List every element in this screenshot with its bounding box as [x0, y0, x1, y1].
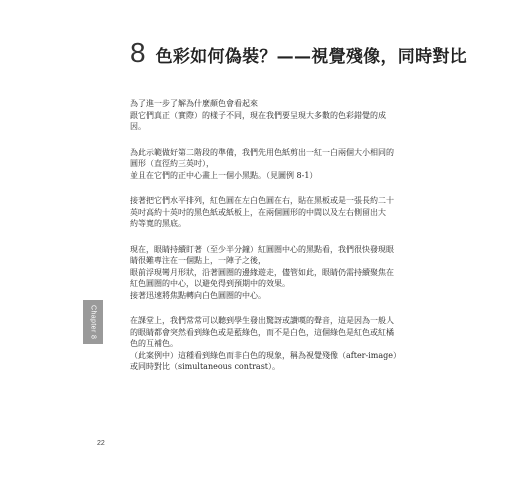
page-number: 22: [97, 440, 105, 447]
text-line: 為了進一步了解為什麼顏色會看起來: [130, 99, 258, 108]
text-line: 並且在它們的正中心畫上一個小黑點。（見圖例 8-1）: [130, 170, 318, 180]
text-line: 接著把它們水平排列，紅色圓在左白色圓在右，貼在黑板或是一張長約二十: [130, 196, 394, 205]
chapter-heading: [130, 36, 490, 70]
chapter-number: 8: [130, 37, 146, 68]
text-line: 為此示範做好第二階段的準備，我們先用色紙剪出一紅一白兩個大小相同的: [130, 147, 394, 157]
paragraph: [130, 98, 402, 133]
text-line: 因。: [130, 122, 146, 131]
text-line: 英吋高約十英吋的黑色紙或紙板上，在兩個圓形的中間以及左右側留出大: [130, 207, 386, 217]
chapter-title: 色彩如何偽裝？——視覺殘像，同時對比: [155, 47, 467, 67]
paragraph: [130, 244, 402, 302]
text-line: 現在，眼睛持續盯著（至少半分鐘）紅圓圈中心的黑點看，我們很快發現眼: [130, 244, 394, 254]
text-line: 睛很難專注在一個點上，一陣子之後，: [130, 256, 266, 265]
text-line: 跟它們真正（實際）的樣子不同，現在我們要呈現大多數的色彩錯覺的成: [130, 110, 386, 120]
text-line: （此案例中）這種看到綠色而非白色的現象，稱為視覺殘像（after-image）: [130, 350, 401, 360]
text-line: 約等寬的黑底。: [130, 219, 186, 228]
body-text: [130, 98, 402, 387]
text-line: 圓形（直徑約三英吋），: [130, 159, 214, 168]
text-line: 紅色圓圈的中心，以避免得到預期中的效果。: [130, 279, 290, 288]
text-line: 在課堂上，我們常常可以聽到學生發出驚訝或讚嘆的聲音，這是因為一般人: [130, 316, 394, 325]
text-line: 或同時對比（simultaneous contrast）。: [130, 362, 281, 371]
text-line: 接著迅速將焦點轉向白色圓圈的中心。: [130, 290, 266, 300]
paragraph: [130, 147, 402, 182]
chapter-side-tab: [83, 300, 103, 344]
chapter-side-tab-label: Chapter 8: [89, 304, 97, 340]
text-line: 色的互補色。: [130, 339, 178, 348]
text-line: 眼前浮現彎月形狀，沿著圓圈的邊緣遊走，儘管如此，眼睛仍需持續聚焦在: [130, 267, 394, 277]
paragraph: [130, 315, 402, 373]
paragraph: [130, 195, 402, 230]
text-line: 的眼睛都會突然看到綠色或是藍綠色，而不是白色，這個綠色是紅色或紅橘: [130, 327, 394, 337]
